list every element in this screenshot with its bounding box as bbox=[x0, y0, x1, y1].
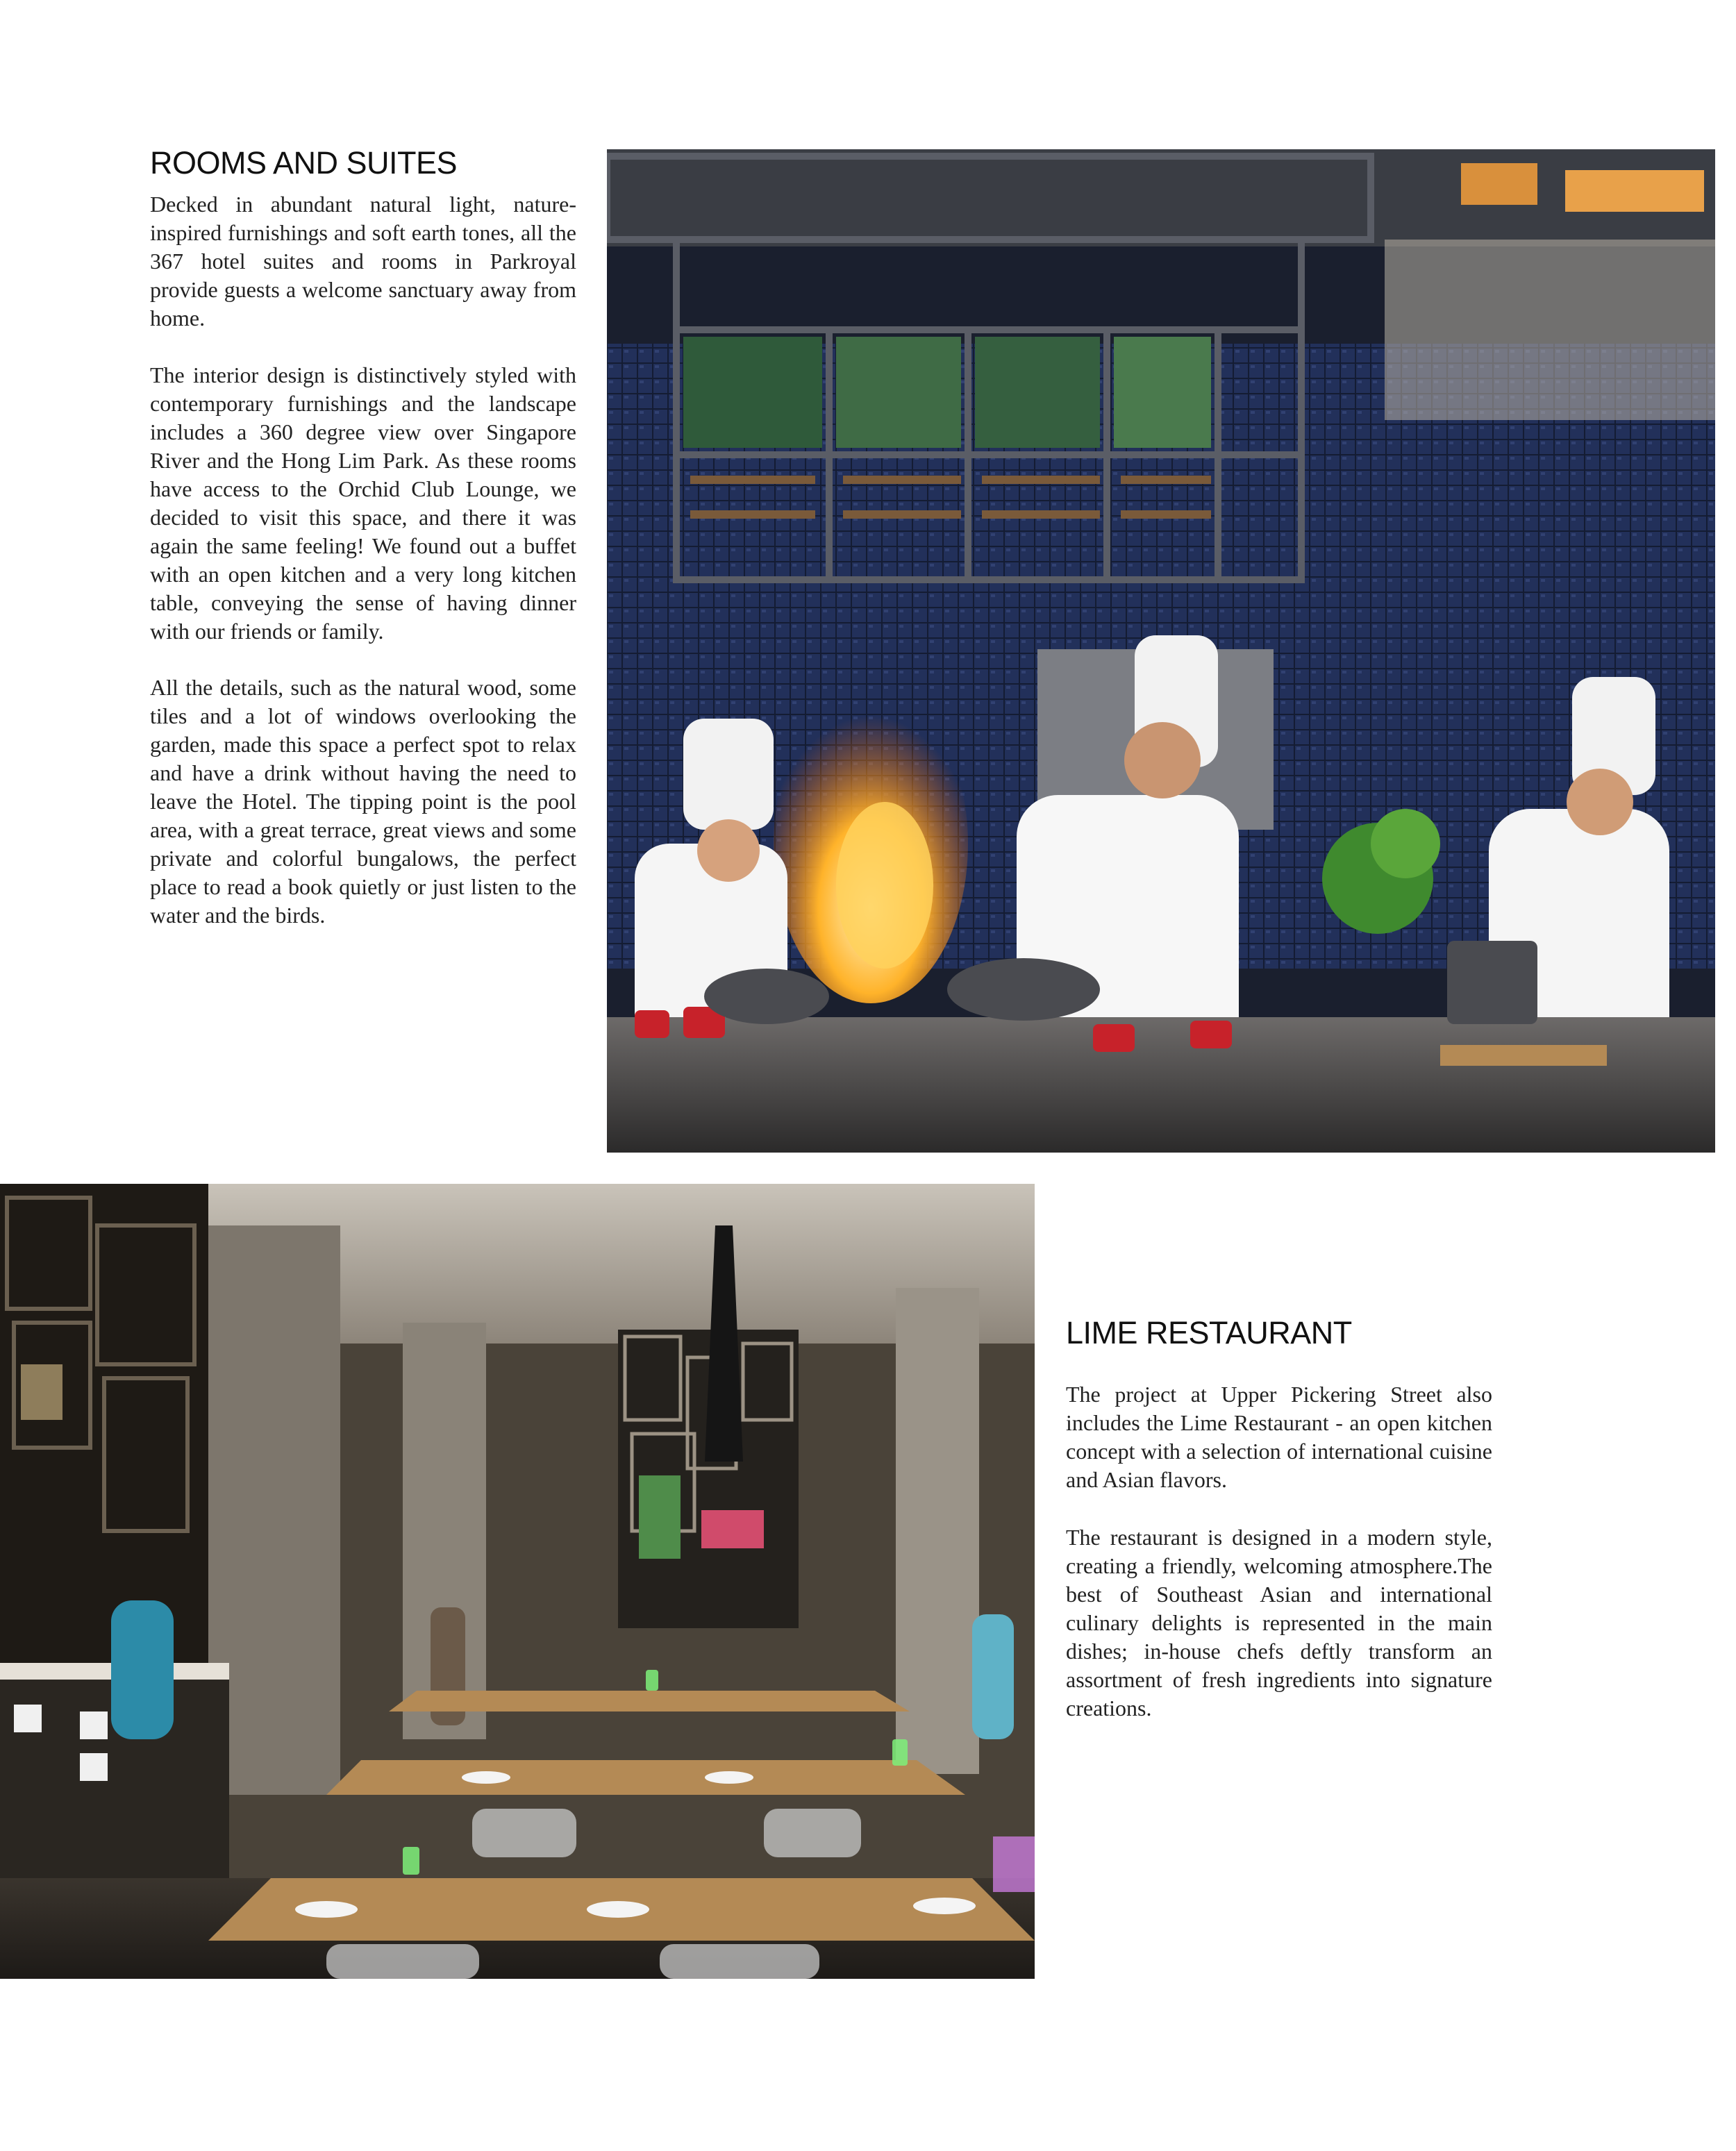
open-kitchen-illustration bbox=[607, 149, 1715, 1153]
lime-paragraph-2: The restaurant is designed in a modern style, creating a friendly, welcoming atmosphere.The best of Southeast Asian and international culinary delights is represented in the main dishes; in-house chefs deftly transform an assortment of fresh ingredients into signature creations. bbox=[1066, 1525, 1492, 1721]
lime-paragraph-1: The project at Upper Pickering Street also includes the Lime Restaurant - an open kitchen concept with a selection of international cuisine and Asian flavors. bbox=[1066, 1382, 1492, 1492]
rooms-heading: ROOMS AND SUITES bbox=[150, 145, 458, 181]
rooms-paragraph-2: The interior design is distinctively styled with contemporary furnishings and the landscape includes a 360 degree view over Singapore River and the Hong Lim Park. As these rooms have access to the Orchid Club Lounge, we decided to visit this space, and there it was again the same feeling! We found out a buffet with an open kitchen and a very long kitchen table, conveying the sense of having dinner with our friends or family. bbox=[150, 362, 576, 644]
rooms-paragraph-1: Decked in abundant natural light, nature-inspired furnishings and soft earth tones, all the 367 hotel suites and rooms in Parkroyal provide guests a welcome sanctuary away from home. bbox=[150, 192, 576, 330]
restaurant-dining-illustration bbox=[0, 1184, 1035, 1979]
open-kitchen-photo bbox=[607, 149, 1715, 1153]
restaurant-photo bbox=[0, 1184, 1035, 1979]
rooms-paragraph-3: All the details, such as the natural wood, some tiles and a lot of windows overlooking the garden, made this space a perfect spot to relax and have a drink without having the need to leave the Hotel. The tipping point is the pool area, with a great terrace, great views and some private and colorful bungalows, the perfect place to read a book quietly or just listen to the water and the birds. bbox=[150, 675, 576, 928]
lime-restaurant-heading: LIME RESTAURANT bbox=[1066, 1315, 1352, 1350]
